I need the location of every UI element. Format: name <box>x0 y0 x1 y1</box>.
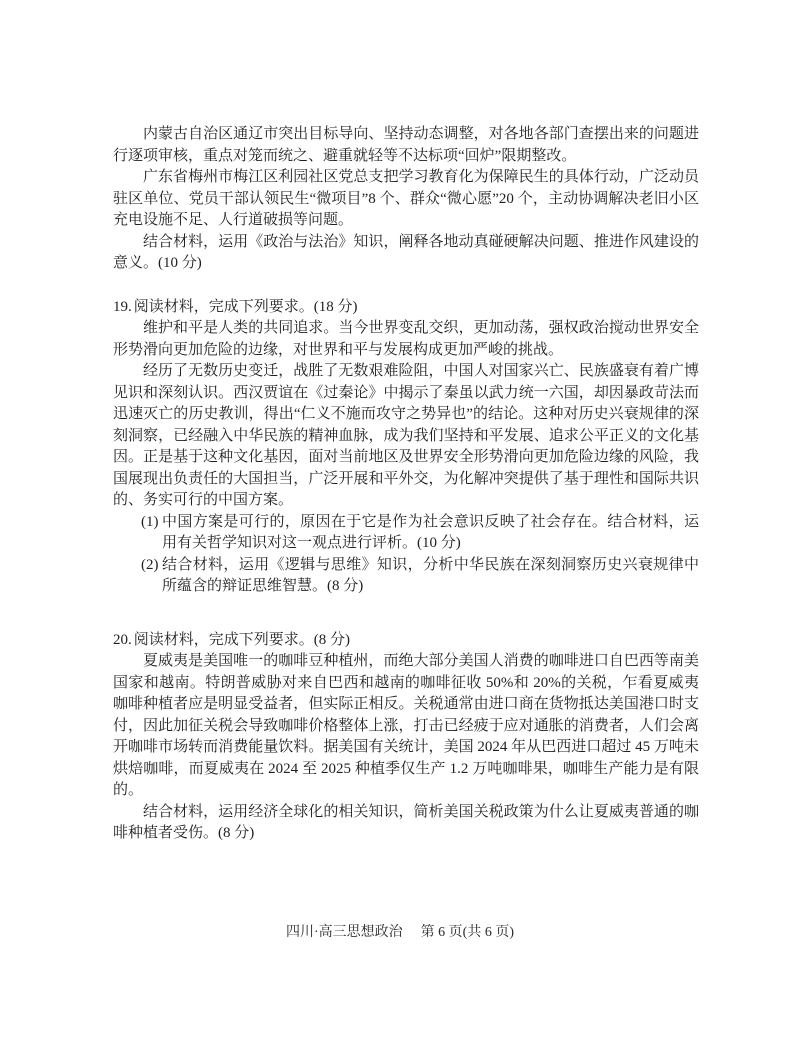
question-prompt: 阅读材料，完成下列要求。(8 分) <box>133 631 350 648</box>
paragraph: 内蒙古自治区通辽市突出目标导向、坚持动态调整，对各地各部门查摆出来的问题进行逐项审核，重点对笼而统之、避重就轻等不达标项“回炉”限期整改。 <box>113 126 699 164</box>
question-number: 19. <box>113 298 132 315</box>
question-20-heading <box>113 630 699 652</box>
question-20 <box>113 630 699 845</box>
page-footer <box>0 922 800 943</box>
question-prompt: 阅读材料，完成下列要求。(18 分) <box>133 298 358 315</box>
question-18-task: 结合材料，运用《政治与法治》知识，阐释各地动真碰硬解决问题、推进作风建设的意义。(10 分) <box>113 233 699 271</box>
sub-question-2 <box>113 555 699 598</box>
paragraph: 夏威夷是美国唯一的咖啡豆种植州，而绝大部分美国人消费的咖啡进口自巴西等南美国家和越南。特朗普威胁对来自巴西和越南的咖啡征收 50%和 20%的关税，乍看夏威夷咖啡种植者应是明显受益者，但实际正相反。关税通常由进口商在货物抵达美国港口时支付，因此加征关税会导致咖啡价格整体上涨，打击已经疲于应对通胀的消费者，人们会离开咖啡市场转而消费能量饮料。据美国有关统计，美国 2024 年从巴西进口超过 45 万吨未烘焙咖啡，而夏威夷在 2024 至 2025 种植季仅生产 1.2 万吨咖啡果，咖啡生产能力是有限的。 <box>113 653 699 798</box>
question-number: 20. <box>113 631 132 648</box>
question-19 <box>113 297 699 598</box>
sub-question-1 <box>113 512 699 555</box>
paragraph: 广东省梅州市梅江区利园社区党总支把学习教育化为保障民生的具体行动，广泛动员驻区单位、党员干部认领民生“微项目”8 个、群众“微心愿”20 个，主动协调解决老旧小区充电设施不足、人行道破损等问题。 <box>113 169 699 228</box>
paragraph: 经历了无数历史变迁，战胜了无数艰难险阻，中国人对国家兴亡、民族盛衰有着广博见识和深刻认识。西汉贾谊在《过秦论》中揭示了秦虽以武力统一六国，却因暴政苛法而迅速灭亡的历史教训，得出“仁义不施而攻守之势异也”的结论。这种对历史兴衰规律的深刻洞察，已经融入中华民族的精神血脉，成为我们坚持和平发展、追求公平正义的文化基因。正是基于这种文化基因，面对当前地区及世界安全形势滑向更加危险边缘的风险，我国展现出负责任的大国担当，广泛开展和平外交，为化解冲突提供了基于理性和国际共识的、务实可行的中国方案。 <box>113 363 699 508</box>
sub-question-marker: (2) <box>141 556 159 573</box>
footer-page-number: 第 6 页(共 6 页) <box>420 925 514 940</box>
sub-question-marker: (1) <box>141 513 159 530</box>
footer-course-label: 四川·高三思想政治 <box>286 925 403 940</box>
page-content <box>113 124 699 845</box>
question-18-continuation <box>113 124 699 275</box>
question-20-task: 结合材料，运用经济全球化的相关知识，简析美国关税政策为什么让夏威夷普通的咖啡种植者受伤。(8 分) <box>113 803 699 841</box>
sub-question-text: 中国方案是可行的，原因在于它是作为社会意识反映了社会存在。结合材料，运用有关哲学知识对这一观点进行评析。(10 分) <box>162 513 699 551</box>
paragraph: 维护和平是人类的共同追求。当今世界变乱交织，更加动荡，强权政治搅动世界安全形势滑向更加危险的边缘，对世界和平与发展构成更加严峻的挑战。 <box>113 320 699 358</box>
question-19-heading <box>113 297 699 319</box>
sub-question-text: 结合材料，运用《逻辑与思维》知识，分析中华民族在深刻洞察历史兴衰规律中所蕴含的辩证思维智慧。(8 分) <box>162 556 699 594</box>
